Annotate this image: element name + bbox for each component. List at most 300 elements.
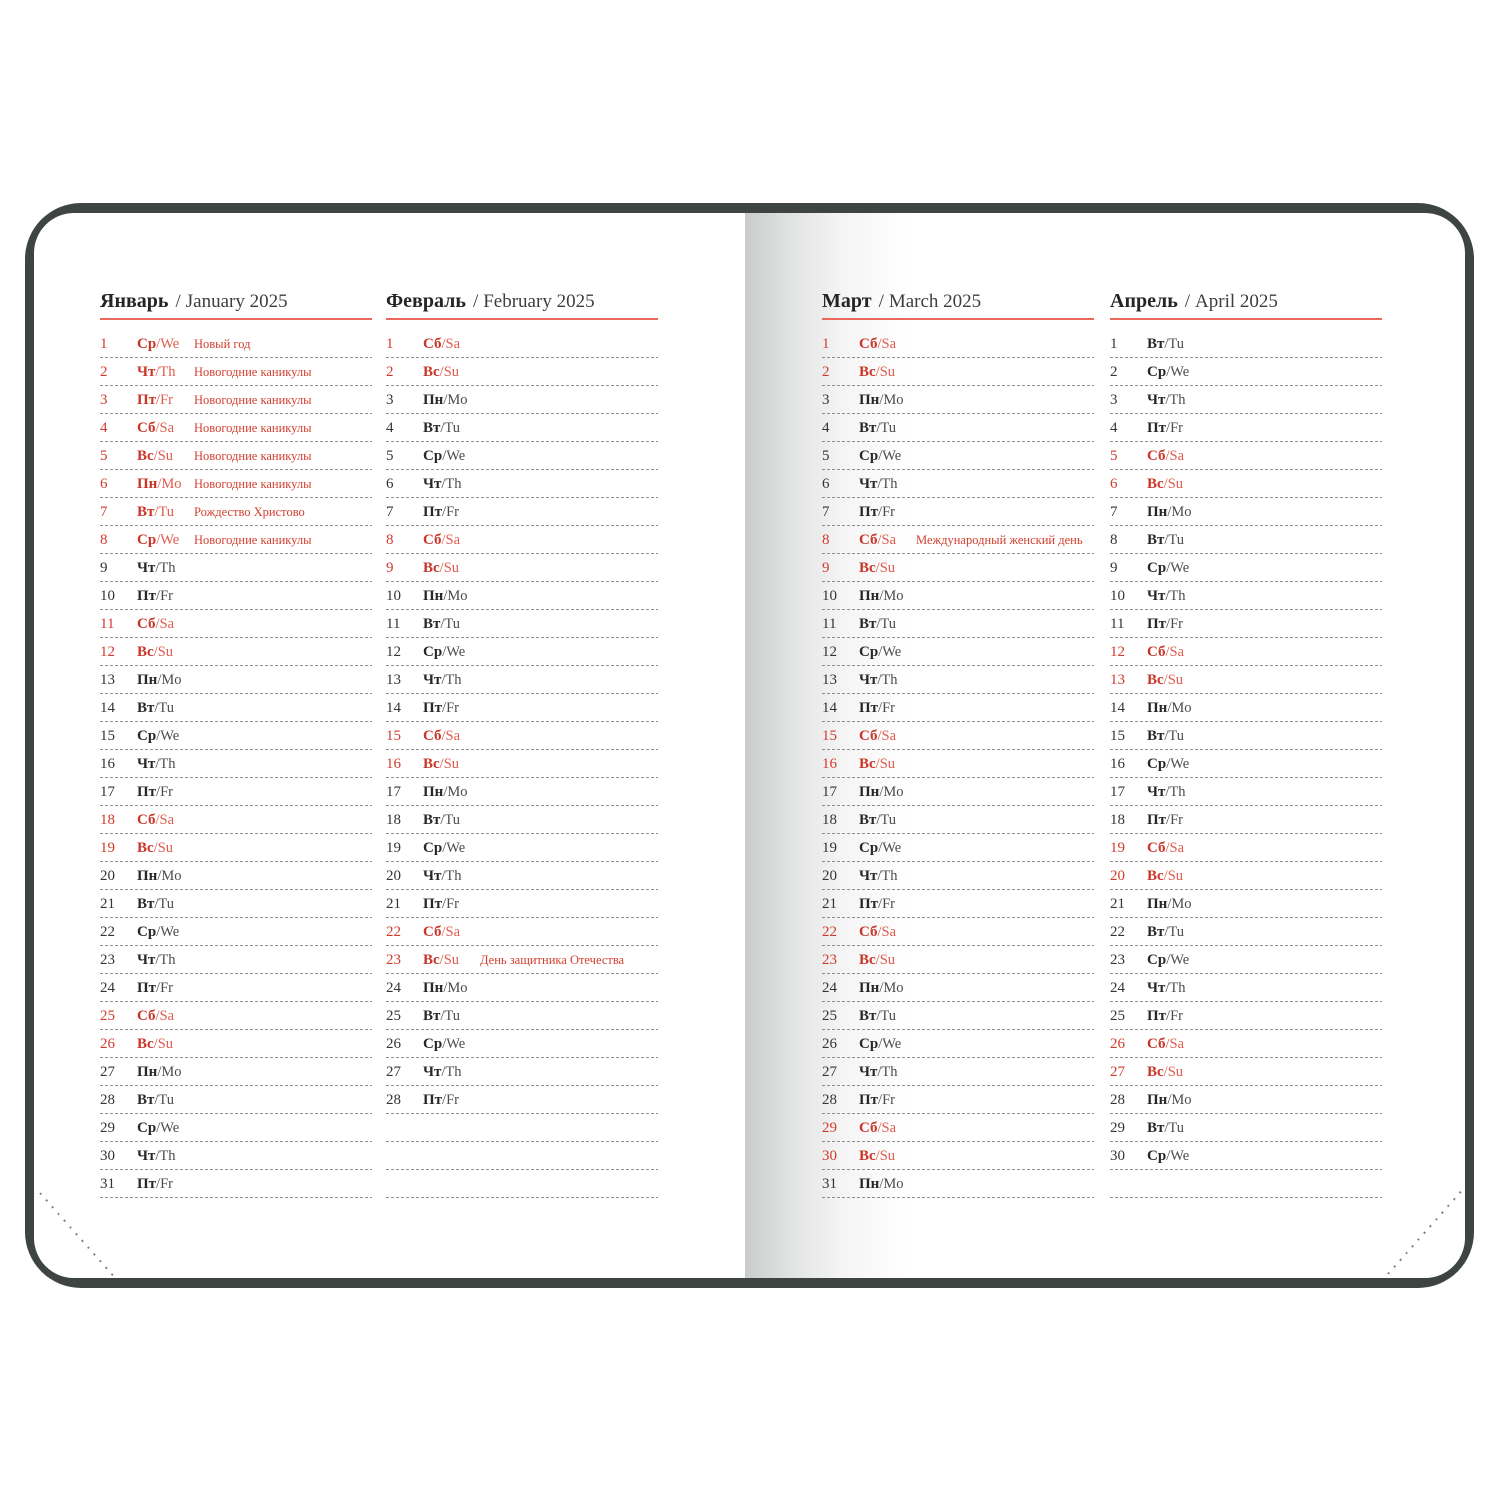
day-row xyxy=(100,526,372,554)
day-number: 26 xyxy=(386,1035,401,1052)
empty-row xyxy=(386,1170,658,1198)
day-abbr-separator: / xyxy=(442,1091,447,1108)
day-abbr-ru: Вт xyxy=(423,1007,441,1024)
day-row xyxy=(100,582,372,610)
day-row xyxy=(1110,862,1382,890)
day-abbr-ru: Вт xyxy=(1147,1119,1165,1136)
day-abbr-ru: Вс xyxy=(859,951,876,968)
month-header xyxy=(100,288,372,314)
holiday-label: День защитника Отечества xyxy=(480,952,625,967)
day-number: 1 xyxy=(100,335,108,352)
day-abbr-en: Th xyxy=(159,559,176,576)
corner-stitch-right xyxy=(1387,1191,1461,1275)
day-row xyxy=(822,358,1094,386)
day-abbr-ru: Вс xyxy=(423,755,440,772)
day-row xyxy=(386,610,658,638)
month-name-ru: Январь xyxy=(100,290,169,312)
day-abbr-separator: / xyxy=(879,391,884,408)
day-abbr-en: Sa xyxy=(159,1007,175,1024)
day-abbr-separator: / xyxy=(1166,755,1171,772)
day-abbr xyxy=(137,1148,194,1165)
day-abbr-ru: Пт xyxy=(1147,419,1167,436)
day-abbr-separator: / xyxy=(440,811,445,828)
day-row xyxy=(386,526,658,554)
day-abbr-en: Sa xyxy=(881,1119,897,1136)
day-abbr-en: Fr xyxy=(1170,419,1183,436)
day-row xyxy=(100,946,372,974)
day-abbr-en: We xyxy=(1170,1147,1190,1164)
day-abbr-en: Mo xyxy=(447,979,468,996)
day-abbr-separator: / xyxy=(441,923,446,940)
day-abbr-separator: / xyxy=(1165,979,1170,996)
day-abbr-separator: / xyxy=(154,503,159,520)
day-abbr xyxy=(1147,756,1204,773)
day-row xyxy=(100,666,372,694)
day-row xyxy=(1110,722,1382,750)
day-row xyxy=(386,414,658,442)
day-abbr xyxy=(859,952,916,969)
month-column-february xyxy=(386,288,658,1198)
day-abbr-en: Su xyxy=(879,363,896,380)
day-abbr-separator: / xyxy=(1165,643,1170,660)
day-number: 6 xyxy=(100,475,108,492)
day-abbr-en: Tu xyxy=(880,615,897,632)
day-abbr-en: Sa xyxy=(445,335,461,352)
day-abbr xyxy=(423,672,480,689)
day-abbr-separator: / xyxy=(877,727,882,744)
day-abbr-ru: Пт xyxy=(137,587,157,604)
day-abbr xyxy=(859,588,916,605)
day-abbr-separator: / xyxy=(877,867,882,884)
day-number: 9 xyxy=(822,559,830,576)
day-abbr-ru: Вт xyxy=(423,811,441,828)
day-abbr-ru: Ср xyxy=(1147,1147,1167,1164)
day-row xyxy=(100,1086,372,1114)
day-abbr-separator: / xyxy=(153,1035,158,1052)
day-row xyxy=(386,722,658,750)
day-abbr-ru: Пн xyxy=(1147,699,1168,716)
day-row xyxy=(100,834,372,862)
day-abbr-separator: / xyxy=(441,475,446,492)
day-row xyxy=(1110,946,1382,974)
day-abbr-separator: / xyxy=(875,755,880,772)
day-abbr-en: We xyxy=(882,643,902,660)
day-abbr-ru: Пн xyxy=(859,1175,880,1192)
day-number: 24 xyxy=(100,979,115,996)
day-row xyxy=(1110,666,1382,694)
day-abbr xyxy=(1147,980,1204,997)
day-abbr-separator: / xyxy=(877,335,882,352)
day-number: 8 xyxy=(386,531,394,548)
day-abbr-separator: / xyxy=(1166,419,1171,436)
day-abbr-separator: / xyxy=(1165,783,1170,800)
day-abbr-en: Su xyxy=(157,447,174,464)
day-abbr-en: Th xyxy=(881,867,898,884)
day-abbr-en: Th xyxy=(159,951,176,968)
day-abbr xyxy=(423,420,480,437)
day-abbr-en: Mo xyxy=(161,475,182,492)
day-abbr xyxy=(137,784,194,801)
day-abbr xyxy=(137,728,194,745)
day-abbr-en: Sa xyxy=(881,727,897,744)
day-number: 29 xyxy=(822,1119,837,1136)
day-abbr xyxy=(137,364,194,381)
day-number: 16 xyxy=(1110,755,1125,772)
day-row xyxy=(822,470,1094,498)
day-row xyxy=(822,330,1094,358)
day-abbr-en: Fr xyxy=(160,979,173,996)
day-row xyxy=(386,554,658,582)
day-abbr-en: Su xyxy=(879,1147,896,1164)
day-abbr-en: Th xyxy=(1169,979,1186,996)
day-abbr xyxy=(1147,588,1204,605)
day-abbr-separator: / xyxy=(875,951,880,968)
day-row xyxy=(386,918,658,946)
day-abbr-ru: Сб xyxy=(859,531,878,548)
day-abbr-separator: / xyxy=(879,1175,884,1192)
day-abbr-en: Th xyxy=(159,363,176,380)
day-abbr-separator: / xyxy=(1166,811,1171,828)
day-abbr-separator: / xyxy=(1167,503,1172,520)
day-abbr-en: Sa xyxy=(159,811,175,828)
day-abbr xyxy=(137,336,194,353)
day-abbr-ru: Сб xyxy=(423,923,442,940)
day-abbr-separator: / xyxy=(157,867,162,884)
day-abbr-en: Su xyxy=(443,363,460,380)
day-abbr xyxy=(137,392,194,409)
day-abbr-en: Fr xyxy=(1170,811,1183,828)
day-row xyxy=(386,834,658,862)
day-row xyxy=(100,442,372,470)
day-abbr-en: We xyxy=(1170,363,1190,380)
day-abbr xyxy=(1147,952,1204,969)
day-row xyxy=(100,1170,372,1198)
day-row xyxy=(386,386,658,414)
day-number: 11 xyxy=(822,615,837,632)
day-number: 26 xyxy=(100,1035,115,1052)
day-abbr-separator: / xyxy=(877,475,882,492)
day-number: 18 xyxy=(1110,811,1125,828)
day-abbr-en: We xyxy=(1170,559,1190,576)
day-abbr-en: Su xyxy=(879,755,896,772)
month-header xyxy=(1110,288,1382,314)
day-abbr-en: We xyxy=(882,839,902,856)
day-abbr xyxy=(423,924,480,941)
day-abbr-en: Th xyxy=(445,671,462,688)
day-abbr-en: Tu xyxy=(1168,531,1185,548)
day-abbr-ru: Сб xyxy=(137,615,156,632)
month-column-march xyxy=(822,288,1094,1198)
day-abbr-en: Su xyxy=(1167,867,1184,884)
day-abbr-en: Tu xyxy=(880,419,897,436)
day-abbr-separator: / xyxy=(876,419,881,436)
day-abbr-en: Mo xyxy=(161,1063,182,1080)
day-abbr-ru: Сб xyxy=(423,531,442,548)
day-row xyxy=(1110,806,1382,834)
day-number: 7 xyxy=(100,503,108,520)
month-header-rule xyxy=(822,318,1094,320)
day-abbr-en: Sa xyxy=(445,727,461,744)
day-abbr-separator: / xyxy=(155,419,160,436)
day-number: 12 xyxy=(1110,643,1125,660)
day-row xyxy=(822,638,1094,666)
day-abbr-en: Su xyxy=(1167,475,1184,492)
day-number: 4 xyxy=(1110,419,1118,436)
day-abbr-ru: Пт xyxy=(1147,615,1167,632)
day-abbr-separator: / xyxy=(441,531,446,548)
day-abbr xyxy=(1147,1120,1204,1137)
day-abbr-en: Tu xyxy=(158,503,175,520)
day-abbr-en: We xyxy=(1170,951,1190,968)
day-row xyxy=(100,1030,372,1058)
day-row xyxy=(386,974,658,1002)
day-number: 13 xyxy=(386,671,401,688)
day-abbr-separator: / xyxy=(443,783,448,800)
day-number: 14 xyxy=(822,699,837,716)
day-abbr-separator: / xyxy=(442,643,447,660)
day-row xyxy=(822,974,1094,1002)
day-abbr-en: We xyxy=(882,1035,902,1052)
day-abbr xyxy=(137,700,194,717)
day-abbr xyxy=(423,700,480,717)
day-abbr-ru: Пн xyxy=(859,979,880,996)
day-number: 21 xyxy=(822,895,837,912)
day-abbr-separator: / xyxy=(153,839,158,856)
day-abbr-ru: Сб xyxy=(423,335,442,352)
day-abbr-separator: / xyxy=(1163,867,1168,884)
day-abbr-ru: Чт xyxy=(137,755,156,772)
day-number: 29 xyxy=(100,1119,115,1136)
day-abbr-separator: / xyxy=(878,699,883,716)
day-abbr xyxy=(423,756,480,773)
day-abbr-ru: Пт xyxy=(423,699,443,716)
day-abbr xyxy=(137,868,194,885)
day-abbr-separator: / xyxy=(878,1035,883,1052)
day-abbr-separator: / xyxy=(156,391,161,408)
day-abbr-ru: Пн xyxy=(137,867,158,884)
day-row xyxy=(822,778,1094,806)
day-number: 16 xyxy=(386,755,401,772)
day-abbr-ru: Вт xyxy=(137,1091,155,1108)
day-abbr xyxy=(137,504,194,521)
day-abbr-en: Sa xyxy=(159,615,175,632)
day-number: 22 xyxy=(822,923,837,940)
day-number: 15 xyxy=(386,727,401,744)
day-abbr-separator: / xyxy=(876,1007,881,1024)
day-number: 30 xyxy=(822,1147,837,1164)
day-abbr-ru: Пт xyxy=(1147,1007,1167,1024)
day-number: 23 xyxy=(100,951,115,968)
day-abbr xyxy=(859,700,916,717)
day-abbr-separator: / xyxy=(1166,1147,1171,1164)
day-number: 28 xyxy=(100,1091,115,1108)
day-row xyxy=(100,918,372,946)
day-number: 12 xyxy=(386,643,401,660)
empty-row xyxy=(386,1114,658,1142)
day-abbr-ru: Ср xyxy=(423,447,443,464)
day-number: 18 xyxy=(100,811,115,828)
day-abbr xyxy=(1147,560,1204,577)
day-abbr-ru: Ср xyxy=(859,643,879,660)
day-row xyxy=(1110,778,1382,806)
holiday-label: Рождество Христово xyxy=(194,504,305,519)
day-number: 15 xyxy=(1110,727,1125,744)
day-abbr-en: Th xyxy=(445,867,462,884)
day-abbr-ru: Пн xyxy=(137,671,158,688)
day-abbr xyxy=(423,812,480,829)
day-number: 2 xyxy=(822,363,830,380)
day-row xyxy=(822,946,1094,974)
day-abbr xyxy=(423,448,480,465)
day-abbr-ru: Пт xyxy=(137,391,157,408)
day-abbr-en: Mo xyxy=(1171,699,1192,716)
day-abbr-ru: Вт xyxy=(1147,923,1165,940)
day-number: 28 xyxy=(1110,1091,1125,1108)
day-row xyxy=(822,1030,1094,1058)
day-row xyxy=(1110,330,1382,358)
day-abbr-separator: / xyxy=(156,979,161,996)
day-abbr xyxy=(859,336,916,353)
day-number: 1 xyxy=(1110,335,1118,352)
day-abbr-separator: / xyxy=(155,615,160,632)
day-number: 26 xyxy=(1110,1035,1125,1052)
month-header-separator: / xyxy=(472,291,479,312)
corner-stitch-left xyxy=(39,1192,113,1276)
day-abbr-en: Su xyxy=(443,559,460,576)
day-abbr xyxy=(1147,1036,1204,1053)
day-abbr-separator: / xyxy=(439,755,444,772)
day-abbr-ru: Чт xyxy=(423,671,442,688)
day-row xyxy=(386,778,658,806)
day-row xyxy=(1110,1030,1382,1058)
day-row xyxy=(1110,1114,1382,1142)
day-abbr xyxy=(1147,364,1204,381)
day-number: 13 xyxy=(100,671,115,688)
day-abbr-en: Fr xyxy=(882,895,895,912)
day-abbr-separator: / xyxy=(442,1035,447,1052)
day-row xyxy=(100,610,372,638)
day-abbr-ru: Сб xyxy=(1147,839,1166,856)
holiday-label: Новый год xyxy=(194,336,251,351)
month-name-en: April 2025 xyxy=(1195,291,1278,312)
day-abbr xyxy=(423,392,480,409)
day-number: 25 xyxy=(822,1007,837,1024)
day-abbr-ru: Вс xyxy=(859,559,876,576)
day-abbr-en: We xyxy=(1170,755,1190,772)
day-number: 19 xyxy=(822,839,837,856)
day-abbr-en: Su xyxy=(1167,671,1184,688)
day-row xyxy=(100,330,372,358)
day-abbr-ru: Чт xyxy=(859,867,878,884)
day-abbr-en: Tu xyxy=(1168,727,1185,744)
day-abbr xyxy=(423,504,480,521)
day-abbr-separator: / xyxy=(1166,363,1171,380)
day-abbr xyxy=(1147,924,1204,941)
day-abbr-en: Su xyxy=(443,755,460,772)
day-number: 4 xyxy=(100,419,108,436)
day-abbr xyxy=(423,616,480,633)
day-abbr xyxy=(137,812,194,829)
day-abbr-en: Su xyxy=(443,951,460,968)
day-abbr-ru: Сб xyxy=(1147,643,1166,660)
day-row xyxy=(822,750,1094,778)
day-row xyxy=(386,806,658,834)
day-number: 7 xyxy=(1110,503,1118,520)
day-abbr xyxy=(423,868,480,885)
day-abbr-separator: / xyxy=(439,559,444,576)
day-abbr-en: Tu xyxy=(1168,1119,1185,1136)
day-row xyxy=(822,666,1094,694)
day-number: 27 xyxy=(822,1063,837,1080)
day-abbr-ru: Сб xyxy=(859,335,878,352)
day-abbr-separator: / xyxy=(441,671,446,688)
day-abbr-ru: Сб xyxy=(859,1119,878,1136)
day-number: 3 xyxy=(1110,391,1118,408)
day-abbr-ru: Ср xyxy=(423,839,443,856)
day-row xyxy=(822,862,1094,890)
day-row xyxy=(1110,386,1382,414)
day-row xyxy=(1110,1142,1382,1170)
month-header-rule xyxy=(1110,318,1382,320)
day-abbr xyxy=(859,420,916,437)
day-abbr-ru: Чт xyxy=(137,363,156,380)
day-abbr xyxy=(423,532,480,549)
day-abbr-en: Tu xyxy=(444,1007,461,1024)
day-abbr-en: We xyxy=(446,643,466,660)
day-abbr-ru: Пт xyxy=(859,895,879,912)
month-header xyxy=(386,288,658,314)
day-abbr-en: Mo xyxy=(883,1175,904,1192)
holiday-label: Новогодние каникулы xyxy=(194,532,312,547)
holiday-label: Новогодние каникулы xyxy=(194,364,312,379)
day-abbr-ru: Пт xyxy=(423,1091,443,1108)
day-abbr-separator: / xyxy=(154,1091,159,1108)
empty-row xyxy=(386,1142,658,1170)
day-abbr-en: Su xyxy=(157,839,174,856)
day-row xyxy=(1110,582,1382,610)
day-row xyxy=(1110,974,1382,1002)
day-abbr xyxy=(423,1064,480,1081)
month-name-en: January 2025 xyxy=(185,291,288,312)
day-abbr-ru: Пт xyxy=(137,1175,157,1192)
day-abbr-ru: Чт xyxy=(859,671,878,688)
month-header xyxy=(822,288,1094,314)
day-abbr-ru: Сб xyxy=(1147,447,1166,464)
day-abbr-separator: / xyxy=(442,895,447,912)
day-number: 12 xyxy=(100,643,115,660)
day-abbr xyxy=(859,784,916,801)
day-number: 5 xyxy=(386,447,394,464)
day-abbr-separator: / xyxy=(879,587,884,604)
day-abbr-ru: Чт xyxy=(1147,783,1166,800)
month-name-ru: Март xyxy=(822,290,872,312)
day-abbr-separator: / xyxy=(1167,895,1172,912)
day-number: 6 xyxy=(386,475,394,492)
day-row xyxy=(822,1114,1094,1142)
day-abbr xyxy=(423,1008,480,1025)
day-abbr xyxy=(423,644,480,661)
day-number: 18 xyxy=(822,811,837,828)
day-row xyxy=(100,638,372,666)
day-abbr-en: Fr xyxy=(882,699,895,716)
day-row xyxy=(100,414,372,442)
day-number: 5 xyxy=(1110,447,1118,464)
day-abbr xyxy=(1147,504,1204,521)
day-abbr-ru: Ср xyxy=(137,923,157,940)
day-abbr-ru: Вс xyxy=(423,559,440,576)
day-number: 30 xyxy=(100,1147,115,1164)
day-row xyxy=(386,862,658,890)
